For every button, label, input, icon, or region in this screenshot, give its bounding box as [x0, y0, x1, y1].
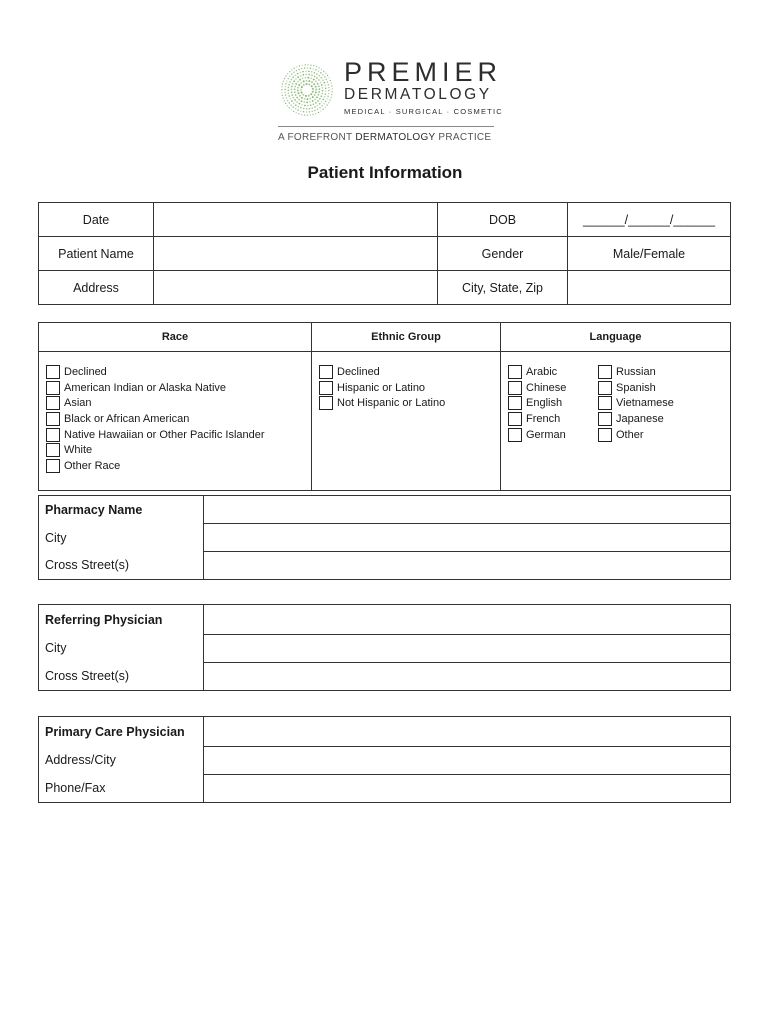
pharmacy-cross-street-field[interactable]	[204, 552, 731, 580]
checkbox[interactable]	[319, 396, 333, 410]
ethnic-option[interactable]	[312, 364, 500, 380]
race-option-label: Asian	[64, 397, 92, 410]
checkbox[interactable]	[508, 412, 522, 426]
logo-affiliation	[278, 132, 491, 143]
referring-city-label: City	[39, 634, 204, 662]
pharmacy-name-field[interactable]	[204, 496, 731, 524]
primary-phone-fax-field[interactable]	[204, 774, 731, 803]
city-state-zip-field[interactable]	[568, 271, 731, 305]
logo-dot-circle-icon	[276, 59, 338, 121]
ethnic-option-label: Not Hispanic or Latino	[337, 397, 446, 410]
patient-name-label: Patient Name	[39, 237, 154, 271]
logo-name: PREMIER	[344, 57, 503, 87]
checkbox[interactable]	[508, 396, 522, 410]
dob-label: DOB	[438, 203, 568, 237]
checkbox[interactable]	[46, 428, 60, 442]
race-option[interactable]	[39, 364, 311, 380]
city-state-zip-label: City, State, Zip	[438, 271, 568, 305]
checkbox[interactable]	[46, 381, 60, 395]
language-option-label: Spanish	[616, 381, 656, 394]
address-field[interactable]	[154, 271, 438, 305]
primary-care-table	[38, 716, 731, 803]
language-option[interactable]	[501, 395, 591, 411]
race-option[interactable]	[39, 458, 311, 474]
race-option-label: Other Race	[64, 459, 121, 472]
language-column-2	[591, 364, 681, 442]
affiliation-suffix: PRACTICE	[438, 132, 492, 143]
language-option-label: German	[526, 428, 566, 441]
language-option[interactable]	[501, 364, 591, 380]
patient-name-field[interactable]	[154, 237, 438, 271]
race-option[interactable]	[39, 380, 311, 396]
pharmacy-city-field[interactable]	[204, 524, 731, 552]
primary-care-physician-field[interactable]	[204, 717, 731, 747]
race-option[interactable]	[39, 442, 311, 458]
language-option[interactable]	[591, 411, 681, 427]
language-option-label: Chinese	[526, 381, 567, 394]
race-option[interactable]	[39, 411, 311, 427]
language-option[interactable]	[591, 427, 681, 443]
race-header: Race	[39, 323, 312, 352]
address-label: Address	[39, 271, 154, 305]
referring-city-field[interactable]	[204, 634, 731, 662]
page-title: Patient Information	[307, 163, 463, 182]
race-option[interactable]	[39, 395, 311, 411]
ethnic-option-label: Declined	[337, 365, 380, 378]
race-options	[39, 352, 312, 491]
logo	[276, 55, 503, 147]
checkbox[interactable]	[46, 365, 60, 379]
language-header: Language	[501, 323, 731, 352]
primary-address-field[interactable]	[204, 746, 731, 774]
race-option-label: Native Hawaiian or Other Pacific Islander	[64, 428, 265, 441]
checkbox[interactable]	[46, 459, 60, 473]
basic-info-table	[38, 202, 731, 305]
checkbox[interactable]	[598, 396, 612, 410]
checkbox[interactable]	[46, 396, 60, 410]
language-option[interactable]	[501, 380, 591, 396]
referring-physician-table	[38, 604, 731, 691]
date-field[interactable]	[154, 203, 438, 237]
language-option-label: French	[526, 412, 561, 425]
race-option[interactable]	[39, 427, 311, 443]
ethnic-option-label: Hispanic or Latino	[337, 381, 426, 394]
logo-tagline: MEDICAL · SURGICAL · COSMETIC	[344, 107, 503, 116]
race-option-label: Black or African American	[64, 412, 190, 425]
language-option-label: English	[526, 397, 563, 410]
checkbox[interactable]	[319, 365, 333, 379]
language-option[interactable]	[501, 411, 591, 427]
primary-care-physician-label: Primary Care Physician	[39, 717, 204, 747]
checkbox[interactable]	[508, 365, 522, 379]
checkbox[interactable]	[598, 428, 612, 442]
pharmacy-city-label: City	[39, 524, 204, 552]
ethnic-options	[312, 352, 501, 491]
date-label: Date	[39, 203, 154, 237]
affiliation-prefix: A FOREFRONT	[278, 132, 353, 143]
logo-subname: DERMATOLOGY	[344, 86, 492, 103]
language-option[interactable]	[501, 427, 591, 443]
pharmacy-name-label: Pharmacy Name	[39, 496, 204, 524]
checkbox[interactable]	[598, 365, 612, 379]
checkbox[interactable]	[508, 428, 522, 442]
referring-cross-street-field[interactable]	[204, 662, 731, 691]
language-option-label: Arabic	[526, 365, 558, 378]
race-option-label: White	[64, 444, 93, 457]
language-option-label: Japanese	[616, 412, 664, 425]
checkbox[interactable]	[598, 381, 612, 395]
language-column-1	[501, 364, 591, 442]
language-option[interactable]	[591, 395, 681, 411]
referring-physician-field[interactable]	[204, 605, 731, 635]
demographics-table	[38, 322, 731, 491]
referring-physician-label: Referring Physician	[39, 605, 204, 635]
gender-label: Gender	[438, 237, 568, 271]
ethnic-option[interactable]	[312, 380, 500, 396]
dob-field[interactable]: ______/______/______	[568, 203, 731, 237]
language-options	[501, 352, 731, 491]
race-option-label: Declined	[64, 365, 107, 378]
checkbox[interactable]	[46, 443, 60, 457]
language-option-label: Other	[616, 428, 644, 441]
checkbox[interactable]	[508, 381, 522, 395]
race-option-label: American Indian or Alaska Native	[64, 381, 227, 394]
pharmacy-table	[38, 495, 731, 580]
primary-phone-fax-label: Phone/Fax	[39, 774, 204, 803]
language-option[interactable]	[591, 364, 681, 380]
referring-cross-street-label: Cross Street(s)	[39, 662, 204, 691]
language-option-label: Russian	[616, 365, 656, 378]
ethnic-group-header: Ethnic Group	[312, 323, 501, 352]
pharmacy-cross-street-label: Cross Street(s)	[39, 552, 204, 580]
ethnic-option[interactable]	[312, 395, 500, 411]
language-option[interactable]	[591, 380, 681, 396]
checkbox[interactable]	[598, 412, 612, 426]
checkbox[interactable]	[319, 381, 333, 395]
gender-field[interactable]: Male/Female	[568, 237, 731, 271]
primary-address-label: Address/City	[39, 746, 204, 774]
language-option-label: Vietnamese	[616, 397, 674, 410]
affiliation-brand: DERMATOLOGY	[355, 132, 436, 143]
checkbox[interactable]	[46, 412, 60, 426]
logo-divider	[278, 126, 494, 127]
